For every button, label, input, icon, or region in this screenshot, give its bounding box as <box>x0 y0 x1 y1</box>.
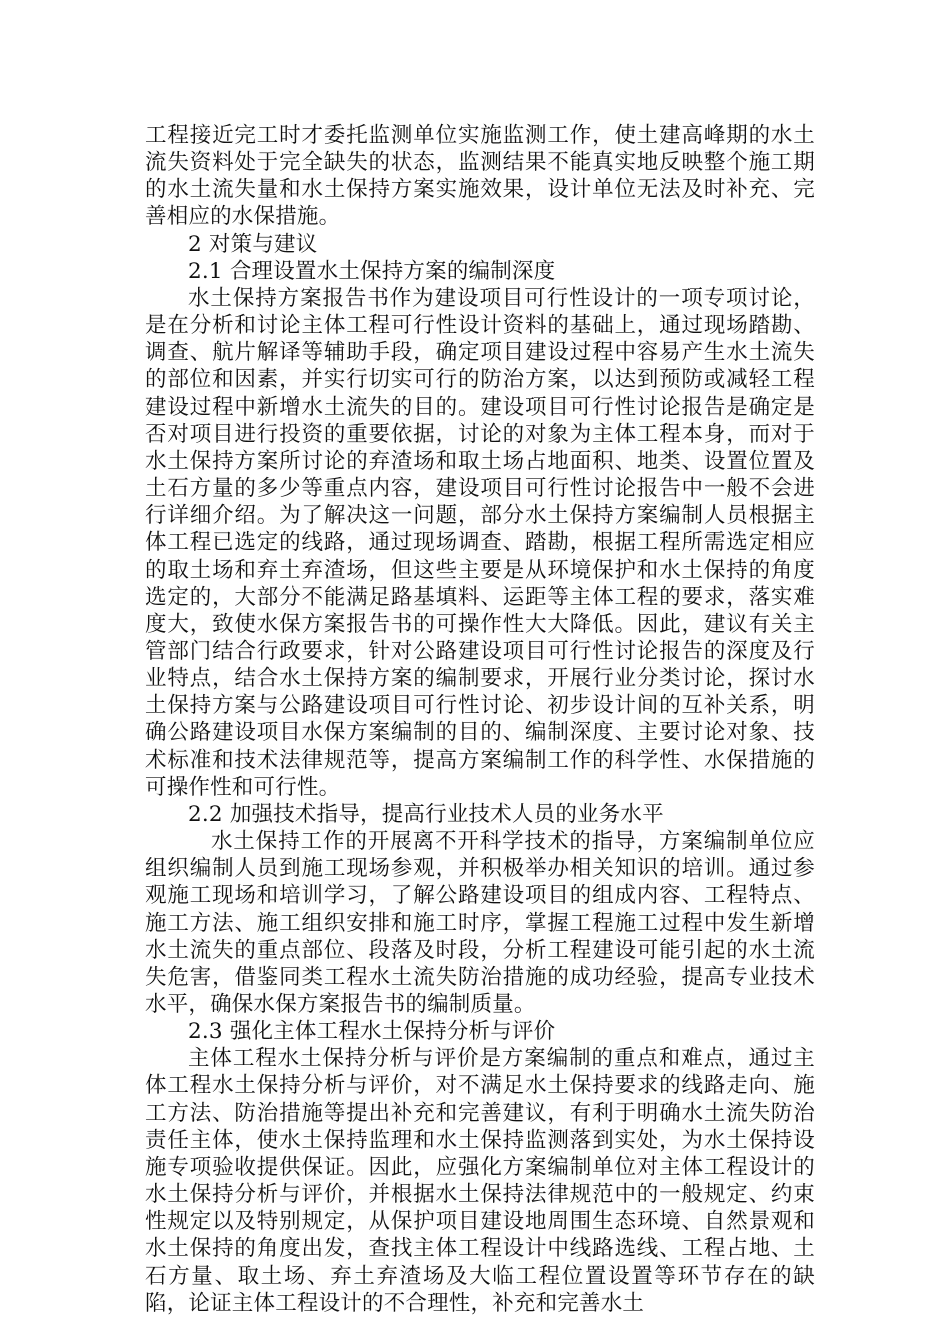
section-2-3-heading: 2.3 强化主体工程水土保持分析与评价 <box>188 1019 556 1045</box>
section-2-3-paragraph: 主体工程水土保持分析与评价是方案编制的重点和难点，通过主体工程水土保持分析与评价，对不满足水土保持要求的线路走向、施工方法、防治措施等提出补充和完善建议，有利于明确水土流失防治责任主体，使水土保持监理和水土保持监测落到实处，为水土保持设施专项验收提供保证。因此，应强化方案编制单位对主体工程设计的水土保持分析与评价，并根据水土保持法律规范中的一般规定、约束性规定以及特别规定，从保护项目建设地周围生态环境、自然景观和水土保持的角度出发，查找主体工程设计中线路选线、工程占地、土石方量、取土场、弃土弃渣场及大临工程位置设置等环节存在的缺陷，论证主体工程设计的不合理性，补充和完善水土 <box>145 1046 815 1316</box>
document-body <box>145 122 815 1317</box>
section-2-1-heading: 2.1 合理设置水土保持方案的编制深度 <box>188 258 556 284</box>
section-2-heading: 2 对策与建议 <box>188 231 318 257</box>
section-2-2-heading: 2.2 加强技术指导，提高行业技术人员的业务水平 <box>188 801 664 827</box>
paragraph-continuation: 工程接近完工时才委托监测单位实施监测工作，使土建高峰期的水土流失资料处于完全缺失的状态，监测结果不能真实地反映整个施工期的水土流失量和水土保持方案实施效果，设计单位无法及时补充、完善相应的水保措施。 <box>145 123 815 230</box>
section-2-2-paragraph: 水土保持工作的开展离不开科学技术的指导，方案编制单位应组织编制人员到施工现场参观，并积极举办相关知识的培训。通过参观施工现场和培训学习，了解公路建设项目的组成内容、工程特点、施工方法、施工组织安排和施工时序，掌握工程施工过程中发生新增水土流失的重点部位、段落及时段，分析工程建设可能引起的水土流失危害，借鉴同类工程水土流失防治措施的成功经验，提高专业技术水平，确保水保方案报告书的编制质量。 <box>145 829 815 1017</box>
section-2-1-paragraph: 水土保持方案报告书作为建设项目可行性设计的一项专项讨论，是在分析和讨论主体工程可行性设计资料的基础上，通过现场踏勘、调查、航片解译等辅助手段，确定项目建设过程中容易产生水土流失的部位和因素，并实行切实可行的防治方案，以达到预防或减轻工程建设过程中新增水土流失的目的。建设项目可行性讨论报告是确定是否对项目进行投资的重要依据，讨论的对象为主体工程本身，而对于水土保持方案所讨论的弃渣场和取土场占地面积、地类、设置位置及土石方量的多少等重点内容，建设项目可行性讨论报告中一般不会进行详细介绍。为了解决这一问题，部分水土保持方案编制人员根据主体工程已选定的线路，通过现场调查、踏勘，根据工程所需选定相应的取土场和弃土弃渣场，但这些主要是从环境保护和水土保持的角度选定的，大部分不能满足路基填料、运距等主体工程的要求，落实难度大，致使水保方案报告书的可操作性大大降低。因此，建议有关主管部门结合行政要求，针对公路建设项目可行性讨论报告的深度及行业特点，结合水土保持方案的编制要求，开展行业分类讨论，探讨水土保持方案与公路建设项目可行性讨论、初步设计间的互补关系，明确公路建设项目水保方案编制的目的、编制深度、主要讨论对象、技术标准和技术法律规范等，提高方案编制工作的科学性、水保措施的可操作性和可行性。 <box>145 285 815 800</box>
